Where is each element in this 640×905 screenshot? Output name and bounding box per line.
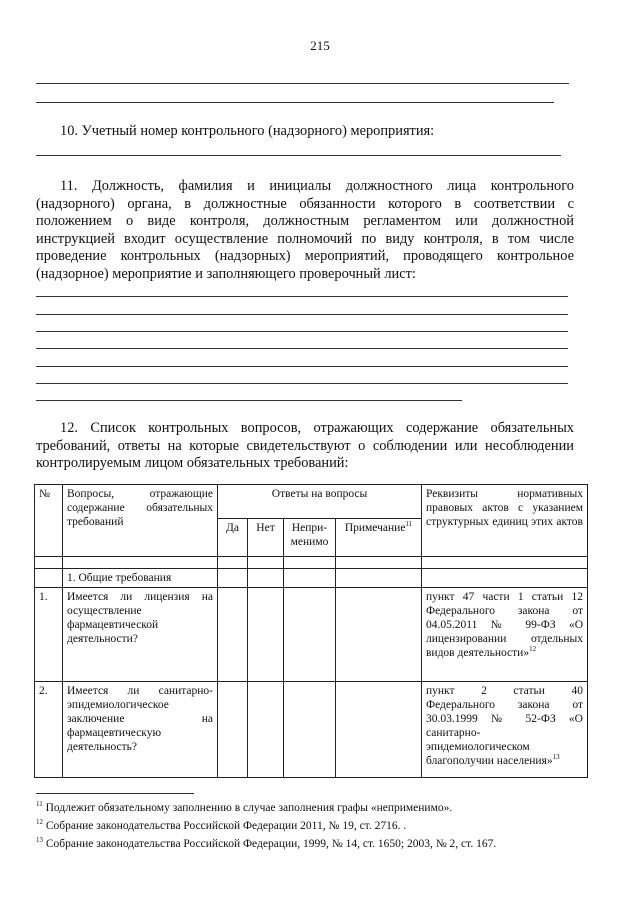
footnote-text: Собрание законодательства Российской Федерации 2011, № 19, ст. 2716. .: [45, 820, 407, 832]
section-10-text: 10. Учетный номер контрольного (надзорного) мероприятия:: [60, 123, 435, 139]
fill-line: [36, 155, 561, 156]
footnote-ref: 11: [405, 520, 413, 529]
table-row: [35, 588, 588, 682]
section-11-text: 11. Должность, фамилия и инициалы должностного лица контрольного (надзорного) органа, в должностные обязанности которого в соответствии с положением о виде контроля, должностным регламентом или должностной инструкцией входит осуществление полномочий по виду контроля, в том числе проведение контрольных (надзорных) мероприятий, проводящего контрольное (надзорное) мероприятие и заполняющего проверочный лист:: [36, 178, 574, 282]
table-header-row: [35, 485, 588, 519]
footnote-mark: 12: [36, 818, 43, 827]
footnote-text: Подлежит обязательному заполнению в случае заполнения графы «неприменимо».: [45, 802, 453, 814]
footnote-mark: 11: [36, 800, 43, 809]
footnote-ref: 13: [552, 753, 560, 762]
group-row: [35, 569, 588, 588]
header-note: Примечание$^{11}$: [336, 519, 422, 557]
fill-line: [36, 400, 462, 401]
header-refs: Реквизиты нормативных правовых актов с указанием структурных единиц этих актов: [422, 485, 588, 557]
row-ref: пункт 2 статьи 40 Федерального закона от 30.03.1999 № 52-ФЗ «О санитарно-эпидемиологическом благополучии населения»$^{13}$: [422, 682, 588, 778]
footnote: [36, 801, 596, 815]
answer-note-cell[interactable]: [336, 682, 422, 778]
header-na: Непри-менимо: [284, 519, 336, 557]
answer-no-cell[interactable]: [248, 588, 284, 682]
header-answers: Ответы на вопросы: [218, 485, 422, 519]
header-no: Нет: [248, 519, 284, 557]
fill-line: [36, 383, 568, 384]
fill-line: [36, 314, 568, 315]
fill-line: [36, 296, 568, 297]
page-number: 215: [310, 38, 330, 53]
fill-line: [36, 102, 554, 103]
section-12-text: 12. Список контрольных вопросов, отражающих содержание обязательных требований, ответы на которые свидетельствуют о соблюдении или несоблюдении контролируемым лицом обязательных требований:: [36, 420, 574, 472]
table-row: [35, 682, 588, 778]
row-num: 1.: [35, 588, 63, 682]
row-num: 2.: [35, 682, 63, 778]
fill-line: [36, 366, 568, 367]
header-yes: Да: [218, 519, 248, 557]
group-label: 1. Общие требования: [63, 569, 218, 588]
answer-na-cell[interactable]: [284, 682, 336, 778]
fill-line: [36, 348, 568, 349]
footnote-ref: 12: [529, 645, 537, 654]
checklist-table: [34, 484, 588, 778]
answer-na-cell[interactable]: [284, 588, 336, 682]
row-question: Имеется ли санитарно-эпидемиологическое заключение на фармацевтическую деятельность?: [63, 682, 218, 778]
footnote-text: Собрание законодательства Российской Федерации, 1999, № 14, ст. 1650; 2003, № 2, ст. 167.: [45, 838, 497, 850]
answer-yes-cell[interactable]: [218, 682, 248, 778]
empty-row: [35, 557, 588, 569]
footnote: [36, 819, 596, 833]
footnote-mark: 13: [36, 836, 43, 845]
answer-note-cell[interactable]: [336, 588, 422, 682]
footnote-divider: [36, 793, 194, 794]
header-questions: Вопросы, отражающие содержание обязательных требований: [63, 485, 218, 557]
row-ref: пункт 47 части 1 статьи 12 Федерального закона от 04.05.2011 № 99-ФЗ «О лицензировании отдельных видов деятельности»$^{12}$: [422, 588, 588, 682]
fill-line: [36, 83, 569, 84]
answer-no-cell[interactable]: [248, 682, 284, 778]
footnote: [36, 837, 596, 851]
answer-yes-cell[interactable]: [218, 588, 248, 682]
header-num: №: [35, 485, 63, 557]
row-question: Имеется ли лицензия на осуществление фармацевтической деятельности?: [63, 588, 218, 682]
fill-line: [36, 331, 568, 332]
